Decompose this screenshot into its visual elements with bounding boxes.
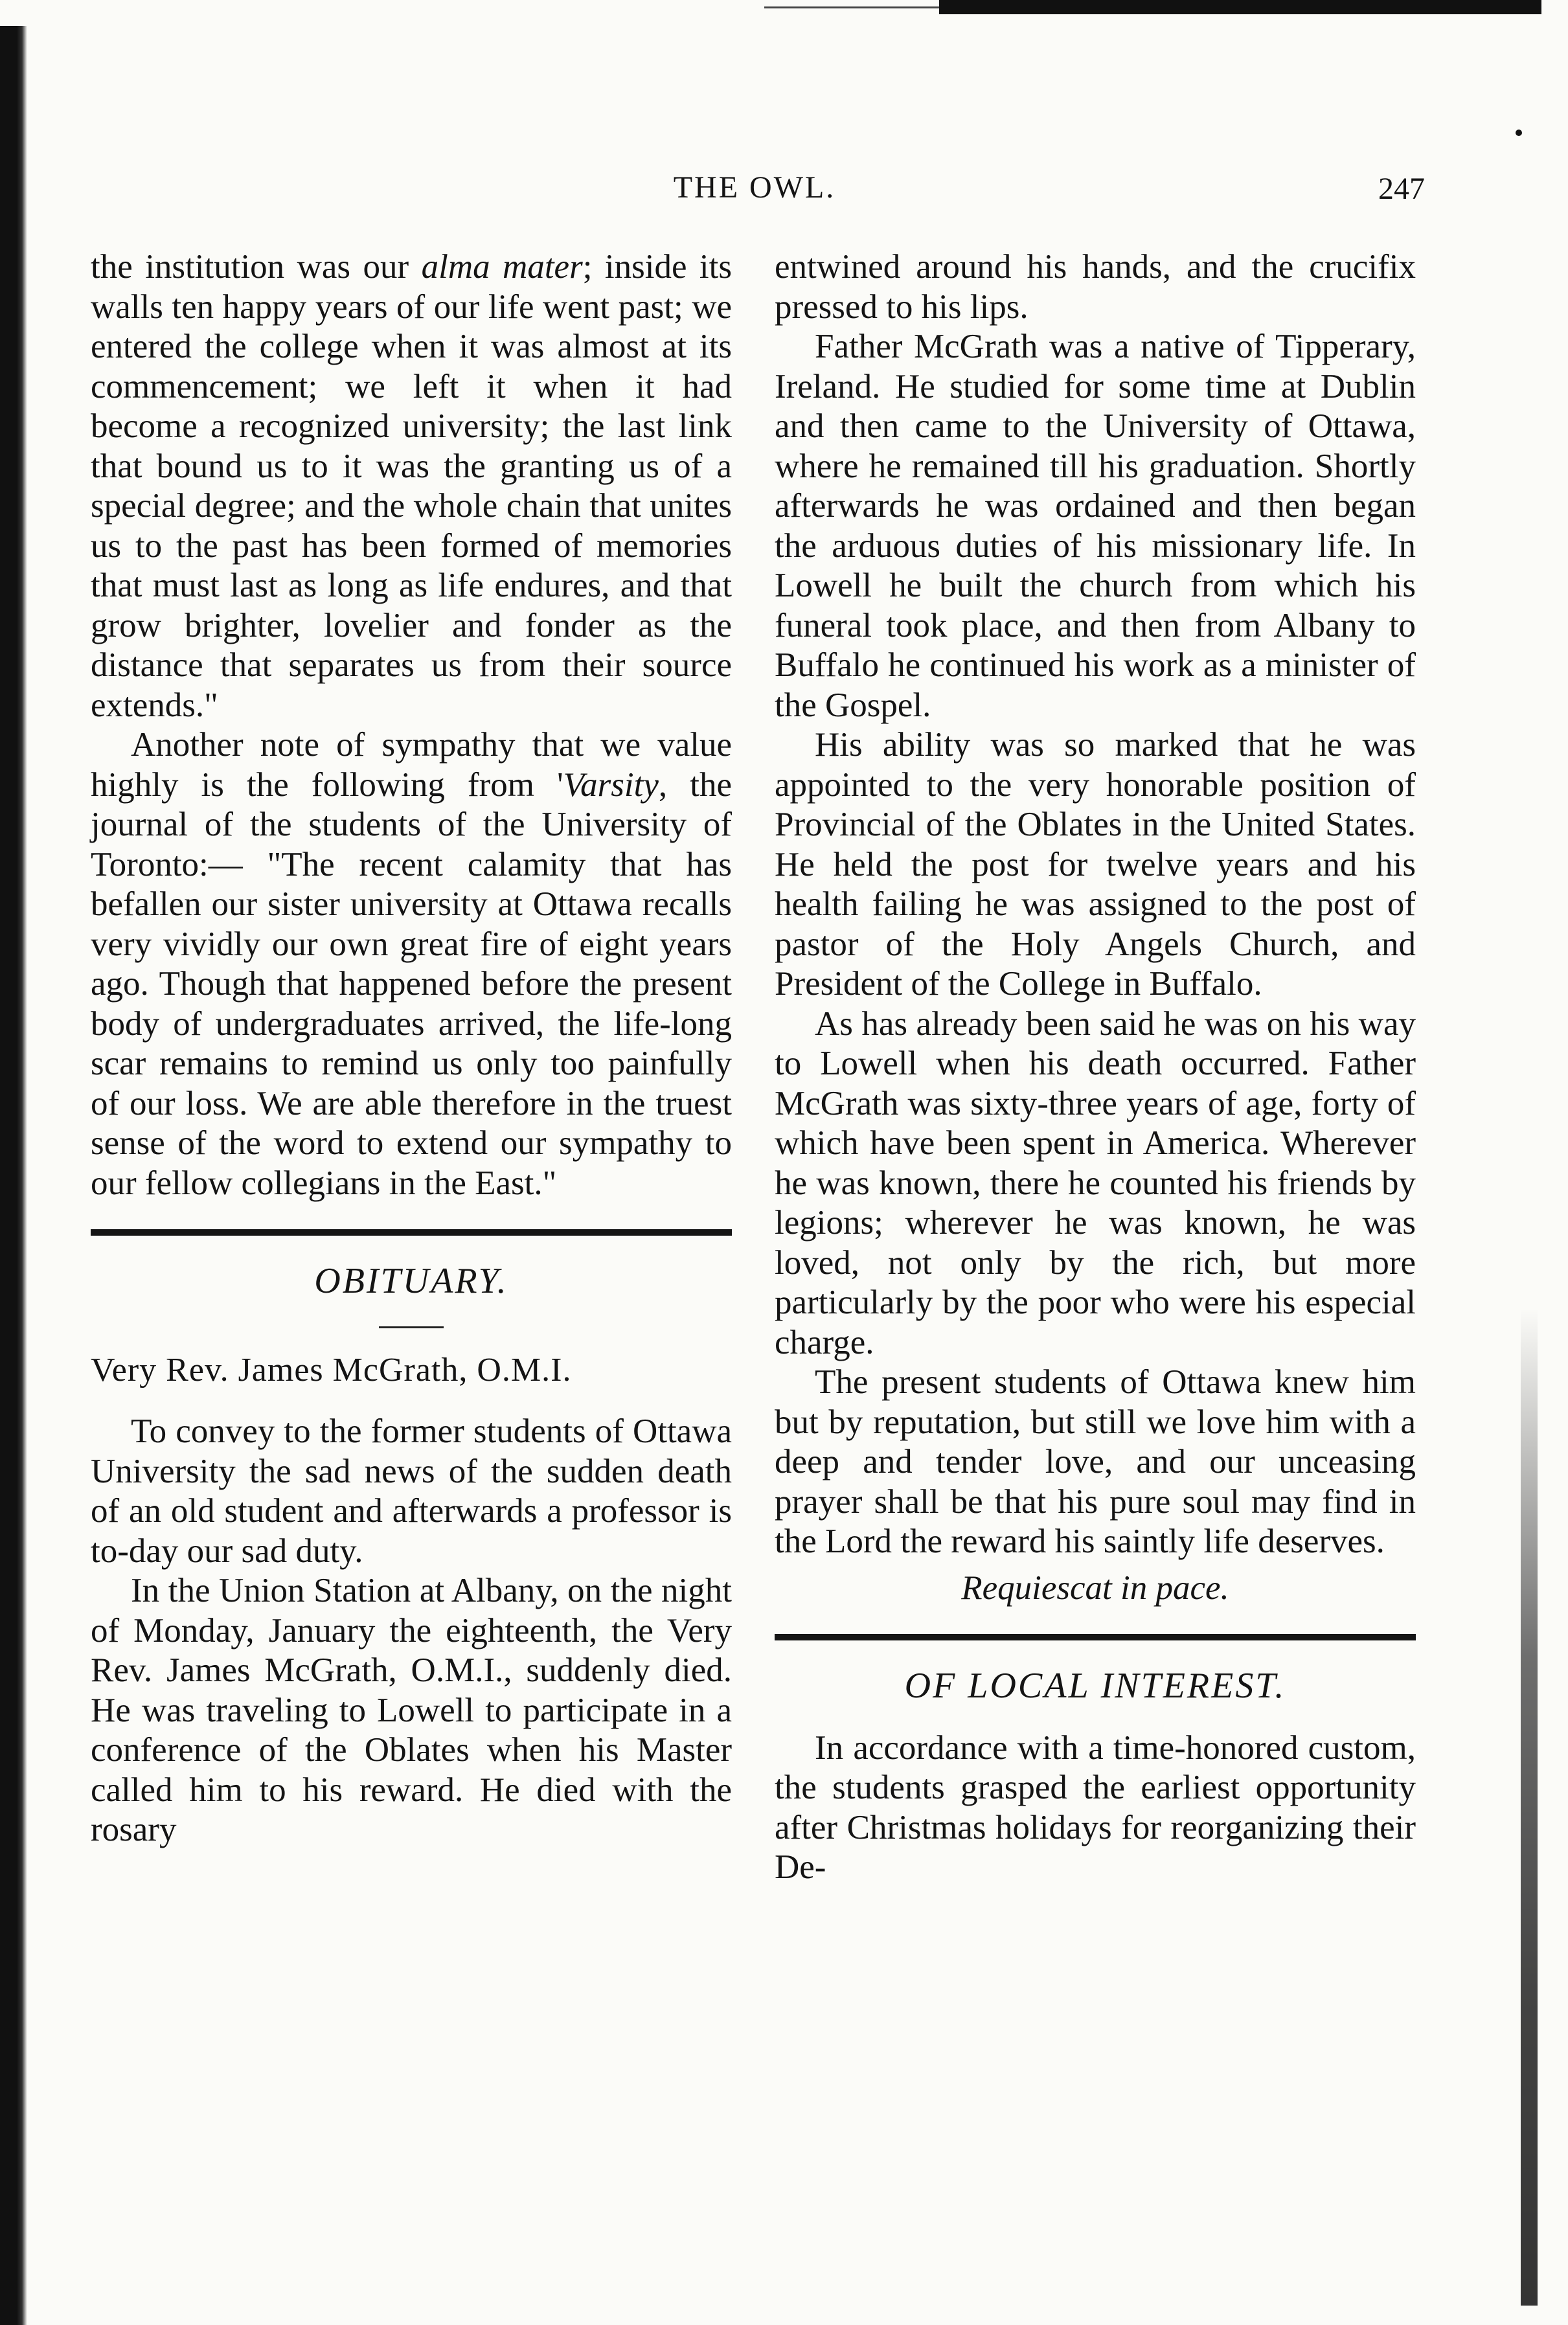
scan-shadow-top <box>939 0 1541 14</box>
paragraph: As has already been said he was on his way to Lowell when his death occurred. Father McGrath was sixty-three years of age, forty of which have been spent in America. Wherever he was known, there he counted his friends by legions; wherever he was known, he was loved, not only by the rich, but more particularly by the poor who were his especial charge. <box>775 1004 1416 1361</box>
section-rule <box>775 1634 1416 1640</box>
signoff: Requiescat in pace. <box>961 1569 1229 1607</box>
running-title: THE OWL. <box>673 170 836 205</box>
paragraph <box>91 247 732 725</box>
italic-term: Varsity <box>563 766 659 804</box>
paragraph: His ability was so marked that he was appointed to the very honorable position of Provincial of the Oblates in the United States. He held the post for twelve years and his health failing he was assigned to the post of pastor of the Holy Angels Church, and President of the College in Buffalo. <box>775 726 1416 1003</box>
paragraph: To convey to the former students of Ottawa University the sad news of the sudden death of an old student and afterwards a professor is to-day our sad duty. <box>91 1412 732 1570</box>
scan-shadow-right <box>1521 1308 1538 2306</box>
text-run: ; inside its walls ten happy years of our life went past; we entered the college when it was almost at its commencement; we left it when it had become a recognized university; the last link that bound us to it was the granting us of a special degree; and the whole chain that unites us to the past has been formed of memories that must last as long as life endures, and that grow brighter, lovelier and fonder as the distance that separates us from their source extends." <box>91 248 732 724</box>
page-number: 247 <box>1378 172 1425 206</box>
paragraph: In the Union Station at Albany, on the night of Monday, January the eighteenth, the Very Rev. James McGrath, O.M.I., suddenly died. He was traveling to Lowell to participate in a conference of the Oblates when his Master called him to his reward. He died with the rosary <box>91 1572 732 1848</box>
text-run: the institution was our <box>91 248 422 286</box>
section-rule <box>91 1229 732 1236</box>
italic-term: alma mater <box>421 248 583 286</box>
spacer <box>775 1707 1416 1729</box>
section-title-local-interest: OF LOCAL INTEREST. <box>904 1666 1286 1706</box>
paragraph: In accordance with a time-honored custom, the students grasped the earliest opportunity after Christmas holidays for reorganizing their De- <box>775 1729 1416 1886</box>
left-column <box>91 247 732 1850</box>
paragraph: entwined around his hands, and the crucifix pressed to his lips. <box>775 248 1416 326</box>
ink-dot <box>1516 130 1522 136</box>
section-title-obituary: OBITUARY. <box>314 1261 508 1301</box>
scan-shadow-left <box>0 26 27 2325</box>
right-column <box>775 247 1416 1888</box>
text-run: , the journal of the students of the University of Toronto:— "The recent calamity that has befallen our sister university at Ottawa recalls very vividly our own great fire of eight years ago. Though that happened before the present body of undergraduates arrived, the life-long scar remains to remind us only too painfully of our loss. We are able therefore in the truest sense of the word to extend our sympathy to our fellow collegians in the East." <box>91 766 732 1202</box>
paragraph: The present students of Ottawa knew him but by reputation, but still we love him with a deep and tender love, and our unceasing prayer shall be that his pure soul may find in the Lord the reward his saintly life deserves. <box>775 1363 1416 1560</box>
paragraph <box>91 725 732 1203</box>
paragraph: Father McGrath was a native of Tipperary, Ireland. He studied for some time at Dublin and then came to the University of Ottawa, where he remained till his graduation. Shortly afterwards he was ordained and then began the arduous duties of his missionary life. In Lowell he built the church from which his funeral took place, and then from Albany to Buffalo he continued his work as a minister of the Gospel. <box>775 328 1416 724</box>
scan-line-top <box>764 6 939 8</box>
text-run: Another note of sympathy that we value highly is the following from ' <box>91 726 732 804</box>
page-header <box>84 170 1425 209</box>
obituary-byline: Very Rev. James McGrath, O.M.I. <box>91 1351 572 1389</box>
short-divider <box>379 1326 444 1328</box>
